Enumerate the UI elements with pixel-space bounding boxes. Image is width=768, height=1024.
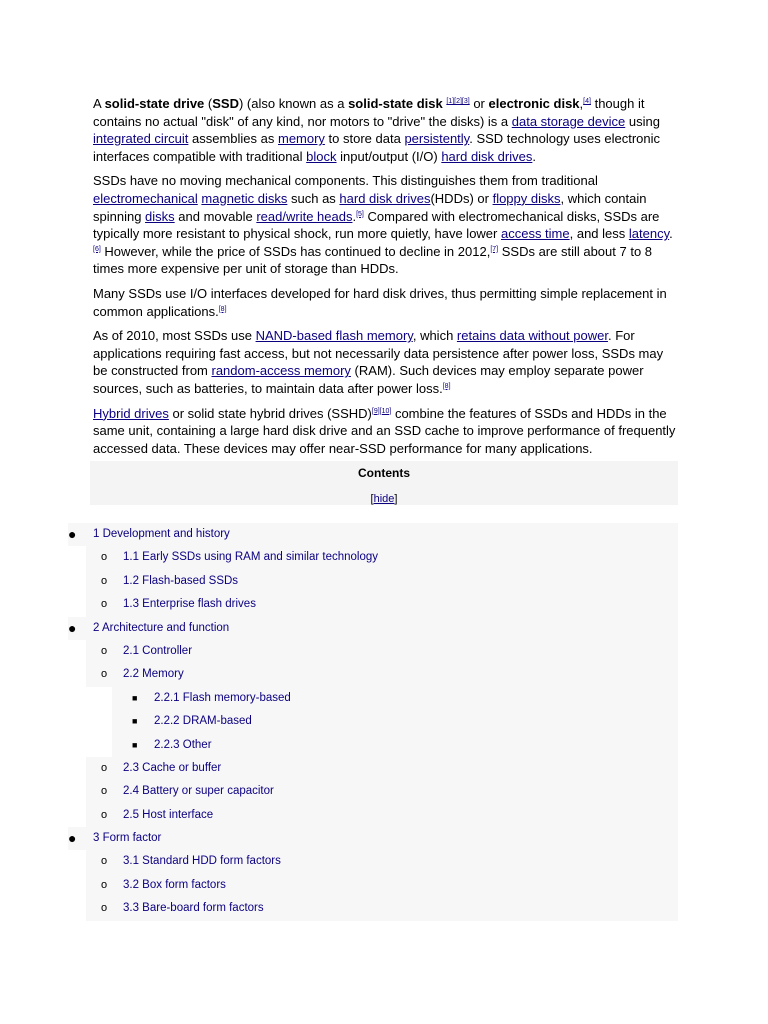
toc-item-label[interactable]: 1.1 Early SSDs using RAM and similar technology	[123, 551, 379, 564]
toc-title: Contents	[358, 466, 410, 480]
link-block[interactable]: block	[306, 148, 337, 164]
toc-item-label[interactable]: 3.2 Box form factors	[123, 878, 226, 891]
citation-1-2-3[interactable]	[446, 98, 469, 105]
citation-link[interactable]: [9][10]	[371, 407, 392, 415]
link-hard-disk-drives[interactable]: hard disk drives	[339, 190, 431, 206]
term-ssd: SSD	[212, 96, 239, 111]
text: (	[204, 96, 213, 111]
toc-item-label[interactable]: 2.1 Controller	[123, 644, 193, 657]
toc-item-label[interactable]: 2.5 Host interface	[123, 808, 214, 821]
term-solid-state-drive: solid-state drive	[104, 96, 205, 111]
text: though it contains no actual "disk" of any kind, nor motors to "drive" the disks) is a	[93, 96, 645, 129]
toc-item[interactable]	[86, 570, 678, 593]
text: .	[352, 208, 357, 224]
text: using	[625, 113, 660, 129]
bullet-square-icon: ■	[132, 692, 138, 703]
toc-item[interactable]	[112, 710, 678, 733]
citation-link[interactable]: [8]	[442, 382, 451, 390]
toc-item-label[interactable]: 1.3 Enterprise flash drives	[123, 598, 256, 611]
citation-8[interactable]	[443, 383, 451, 390]
bullet-circle-icon: o	[101, 574, 108, 587]
bullet-circle-icon: o	[101, 551, 108, 564]
toc-item[interactable]	[112, 734, 678, 757]
citation-6[interactable]	[93, 246, 101, 253]
interfaces-paragraph	[93, 285, 678, 320]
citation-link[interactable]: [7]	[490, 245, 499, 253]
citation-7[interactable]	[490, 246, 498, 253]
toc-item[interactable]	[86, 897, 678, 920]
toc-item-label[interactable]: 2.2.2 DRAM-based	[154, 715, 252, 728]
toc-item-label[interactable]: 2.3 Cache or buffer	[123, 761, 222, 774]
toc-item-label[interactable]: 2.4 Battery or super capacitor	[123, 785, 274, 798]
nand-paragraph	[93, 327, 678, 397]
text: (RAM). Such devices may employ separate power sources, such as batteries, to maintain data after power loss.	[93, 363, 644, 396]
bullet-circle-icon: o	[101, 644, 108, 657]
bullet-circle-icon: o	[101, 598, 108, 611]
term-solid-state-disk: solid-state disk	[348, 96, 443, 111]
bullet-circle-icon: o	[101, 878, 108, 891]
text: However, while the price of SSDs has continued to decline in 2012,	[100, 243, 491, 259]
toc-item-label[interactable]: 3.1 Standard HDD form factors	[123, 855, 281, 868]
toc-item-label[interactable]: 2.2 Memory	[123, 668, 184, 681]
bullet-circle-icon: o	[101, 808, 108, 821]
toc-item[interactable]	[86, 850, 678, 873]
link-integrated-circuit[interactable]: integrated circuit	[93, 131, 189, 147]
link-read-write-heads[interactable]: read/write heads	[256, 208, 353, 224]
citation-link[interactable]: [8]	[218, 305, 227, 313]
bullet-square-icon: ■	[132, 716, 138, 727]
toc-item[interactable]	[86, 663, 678, 686]
text: such as	[287, 190, 340, 206]
text: (HDDs) or	[430, 190, 493, 206]
bracket-close: ]	[394, 493, 398, 505]
text: input/output (I/O)	[336, 148, 442, 164]
bullet-square-icon: ■	[132, 739, 138, 750]
toc-item[interactable]	[86, 874, 678, 897]
link-nand-flash-memory[interactable]: NAND-based flash memory	[255, 328, 413, 344]
link-random-access-memory[interactable]: random-access memory	[211, 363, 351, 379]
text: .	[532, 148, 536, 164]
citation-link[interactable]: [6]	[93, 245, 101, 253]
link-memory[interactable]: memory	[277, 131, 325, 147]
text: ) (also known as a	[238, 96, 349, 111]
toc-header	[90, 461, 678, 505]
text: Many SSDs use I/O interfaces developed for hard disk drives, thus permitting simple replacement in common applications.	[93, 285, 667, 319]
toc-item[interactable]	[86, 640, 678, 663]
link-hard-disk-drives[interactable]: hard disk drives	[441, 148, 533, 164]
hybrid-paragraph	[93, 405, 678, 458]
text: , which	[412, 328, 457, 344]
mechanics-paragraph	[93, 172, 678, 278]
text: A	[93, 96, 105, 111]
toc-item-label[interactable]: 2 Architecture and function	[93, 621, 230, 634]
citation-4[interactable]	[583, 98, 591, 105]
link-magnetic-disks[interactable]: magnetic disks	[201, 190, 288, 206]
bullet-circle-icon: o	[101, 902, 108, 915]
text: As of 2010, most SSDs use	[93, 328, 256, 344]
link-electromechanical[interactable]: electromechanical	[93, 190, 198, 206]
text: SSDs have no moving mechanical components. This distinguishes them from traditional	[93, 173, 598, 189]
text: or	[469, 96, 489, 111]
link-latency[interactable]: latency	[628, 226, 670, 242]
bullet-disc-icon: ●	[68, 619, 77, 636]
text: . For applications requiring fast access, but not necessarily data persistence after power loss, SSDs may be constructed from	[93, 328, 664, 379]
article-body	[93, 95, 678, 464]
toc-item[interactable]	[86, 593, 678, 616]
intro-paragraph	[93, 95, 678, 165]
link-access-time[interactable]: access time	[500, 226, 570, 242]
text: or solid state hybrid drives (SSHD)	[168, 405, 372, 421]
toc-toggle	[90, 493, 678, 505]
toc-item-label[interactable]: 1 Development and history	[93, 528, 230, 540]
text: combine the features of SSDs and HDDs in the same unit, containing a large hard disk drive and an SSD cache to improve performance of frequently accessed data. These devices may offer near-SSD performance for many applications.	[93, 405, 676, 456]
toc-list	[68, 523, 678, 921]
text: Compared with electromechanical disks, SSDs are typically more resistant to physical shock, run more quietly, have lower	[93, 208, 660, 242]
text: ,	[579, 96, 584, 111]
toc-item-label[interactable]: 3.3 Bare-board form factors	[123, 902, 264, 915]
citation-5[interactable]	[356, 211, 364, 218]
citation-link[interactable]: [4]	[583, 98, 591, 105]
text: , which contain spinning	[93, 190, 647, 224]
bracket-open: [	[370, 493, 374, 505]
text: to store data	[324, 131, 405, 147]
bullet-circle-icon: o	[101, 668, 108, 681]
toc-item[interactable]	[86, 546, 678, 569]
toc-item-label[interactable]: 2.2.3 Other	[154, 738, 212, 751]
toc-hide-link[interactable]: hide	[373, 493, 395, 505]
bullet-circle-icon: o	[101, 761, 108, 774]
link-data-storage-device[interactable]: data storage device	[511, 113, 626, 129]
toc-item[interactable]	[86, 757, 678, 780]
text: . SSD technology uses electronic interfaces compatible with traditional	[93, 131, 661, 164]
citation-link[interactable]: [5]	[356, 210, 364, 218]
link-floppy-disks[interactable]: floppy disks	[492, 190, 561, 206]
toc-item[interactable]	[68, 617, 678, 640]
bullet-disc-icon: ●	[68, 830, 77, 847]
citation-8[interactable]	[219, 306, 227, 313]
term-electronic-disk: electronic disk	[488, 96, 580, 111]
text: assemblies as	[188, 131, 278, 147]
bullet-circle-icon: o	[101, 785, 108, 798]
bullet-circle-icon: o	[101, 855, 108, 868]
text: and movable	[174, 208, 257, 224]
link-hybrid-drives[interactable]: Hybrid drives	[93, 405, 169, 421]
toc-item[interactable]	[86, 804, 678, 827]
toc-item[interactable]	[68, 827, 678, 850]
toc-item-label[interactable]: 2.2.1 Flash memory-based	[154, 691, 291, 704]
bullet-disc-icon: ●	[68, 526, 77, 542]
toc-item-label[interactable]: 1.2 Flash-based SSDs	[123, 574, 239, 587]
link-disks[interactable]: disks	[145, 208, 175, 224]
text: .	[669, 226, 673, 242]
link-retains-data-without-power[interactable]: retains data without power	[456, 328, 608, 344]
citation-9-10[interactable]	[372, 408, 391, 415]
citation-link[interactable]: [1][2][3]	[446, 98, 470, 105]
text: , and less	[569, 226, 629, 242]
toc-item[interactable]	[68, 523, 678, 546]
toc-item[interactable]	[112, 687, 678, 710]
toc-item[interactable]	[86, 780, 678, 803]
link-persistently[interactable]: persistently	[404, 131, 470, 147]
text: SSDs are still about 7 to 8 times more expensive per unit of storage than HDDs.	[93, 243, 653, 277]
toc-item-label[interactable]: 3 Form factor	[93, 832, 162, 845]
